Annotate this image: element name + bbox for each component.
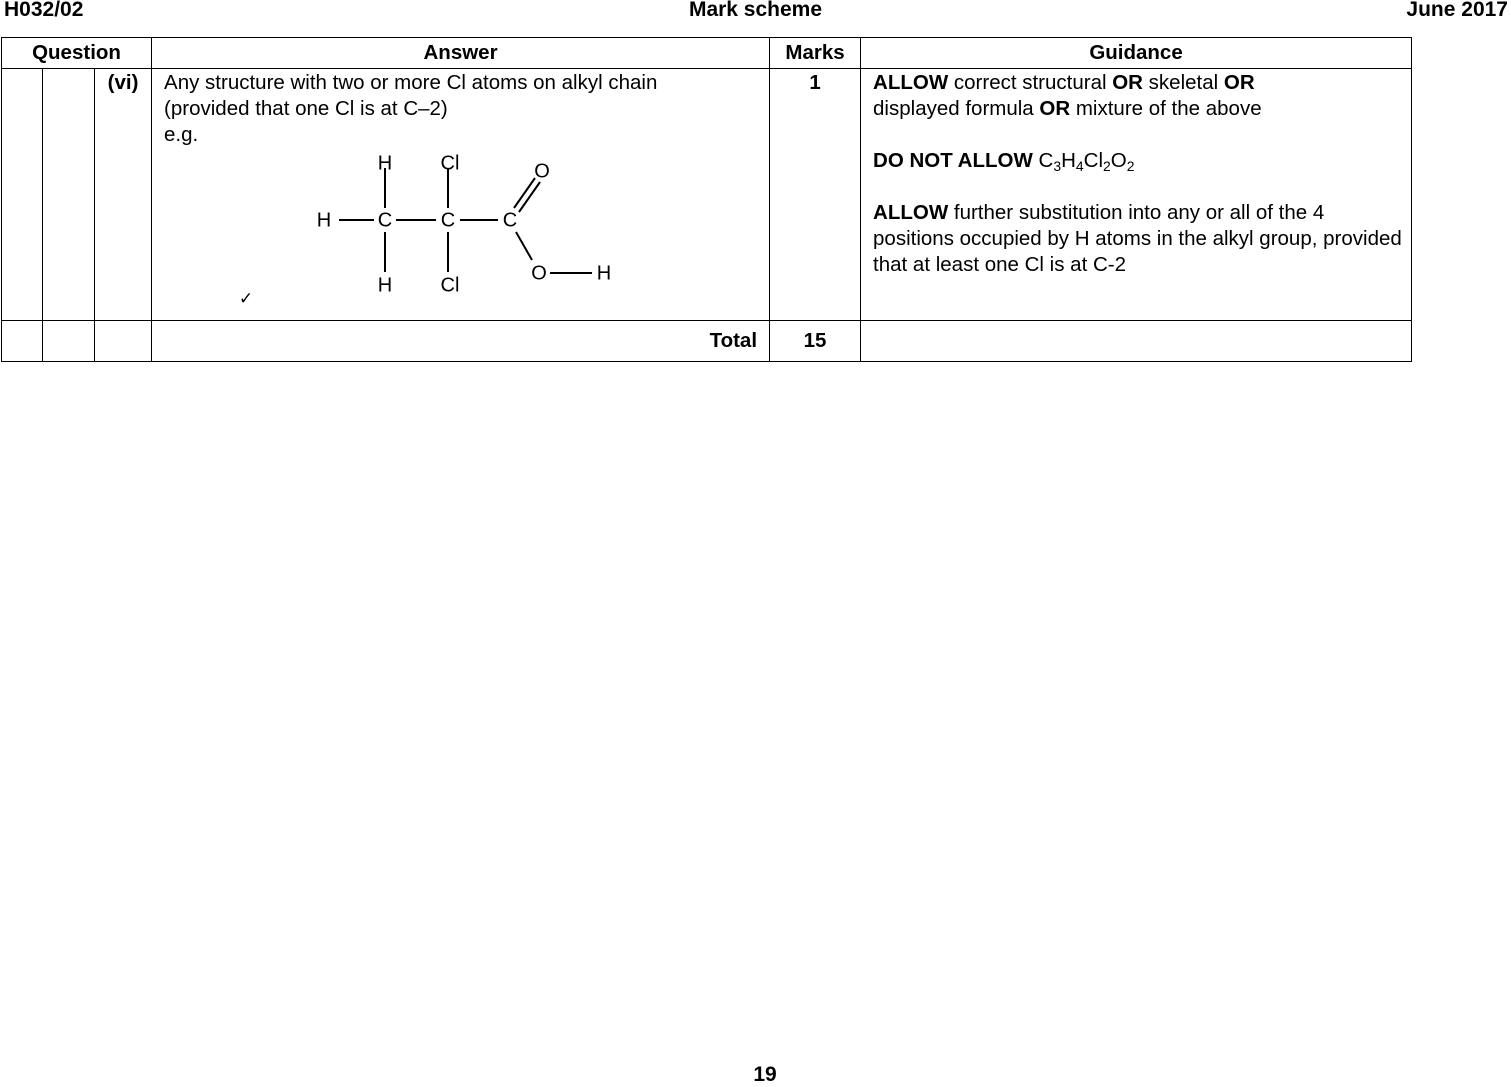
guidance-text: mixture of the above — [1070, 97, 1262, 120]
answer-text-line2: (provided that one Cl is at C–2) — [164, 97, 448, 120]
question-letter-cell — [43, 69, 95, 321]
guidance-keyword-allow: ALLOW — [873, 201, 949, 224]
atom-o-top: O — [534, 160, 550, 183]
guidance-keyword-allow: ALLOW — [873, 71, 949, 94]
question-header: Question — [2, 38, 152, 69]
bond-c3-o-single — [516, 232, 532, 260]
guidance-text: skeletal — [1142, 71, 1224, 94]
header-title: Mark scheme — [688, 0, 823, 21]
answer-cell — [152, 69, 770, 321]
mark-scheme-table — [1, 37, 1412, 362]
marks-header: Marks — [770, 38, 861, 69]
atom-o-bottom: O — [531, 262, 547, 285]
guidance-keyword-or: OR — [1039, 97, 1071, 120]
total-label: Total — [152, 321, 770, 362]
atom-h-top: H — [377, 152, 393, 175]
answer-header: Answer — [152, 38, 770, 69]
atom-c1: C — [377, 209, 393, 232]
question-part-label: (vi) — [95, 69, 152, 321]
table-header-row — [2, 38, 1412, 69]
structural-formula-diagram — [164, 148, 764, 310]
empty-cell — [95, 321, 152, 362]
guidance-header: Guidance — [861, 38, 1412, 69]
atom-cl-bottom: Cl — [440, 274, 460, 297]
question-number-cell — [2, 69, 43, 321]
formula-part: Cl — [1083, 149, 1104, 172]
guidance-keyword-do-not-allow: DO NOT ALLOW — [873, 149, 1033, 172]
guidance-allow-substitution — [873, 200, 1403, 278]
header-code: H032/02 — [4, 0, 84, 21]
tick-mark: ✓ — [238, 289, 254, 309]
atom-c3: C — [502, 209, 518, 232]
empty-cell — [43, 321, 95, 362]
atom-h-bottom: H — [377, 274, 393, 297]
guidance-cell — [861, 69, 1412, 321]
guidance-text: correct structural — [948, 71, 1113, 94]
guidance-do-not-allow — [873, 148, 1403, 174]
formula-subscript: 2 — [1103, 157, 1111, 174]
marks-cell: 1 — [770, 69, 861, 321]
guidance-keyword-or: OR — [1223, 71, 1255, 94]
table-row — [2, 69, 1412, 321]
total-row — [2, 321, 1412, 362]
guidance-allow-formula — [873, 70, 1403, 122]
formula-subscript: 4 — [1075, 157, 1084, 174]
formula-subscript: 2 — [1126, 157, 1135, 174]
page-number: 19 — [753, 1063, 777, 1086]
atom-h-right: H — [596, 262, 612, 285]
structural-formula — [164, 148, 761, 310]
total-marks: 15 — [770, 321, 861, 362]
guidance-keyword-or: OR — [1112, 71, 1143, 94]
formula-part: C — [1032, 149, 1054, 172]
header-date: June 2017 — [1406, 0, 1508, 21]
answer-example-label: e.g. — [164, 123, 199, 146]
answer-text-line1: Any structure with two or more Cl atoms on alkyl chain — [164, 71, 658, 94]
formula-subscript: 3 — [1053, 157, 1062, 174]
empty-cell — [2, 321, 43, 362]
guidance-text: displayed formula — [873, 97, 1040, 120]
formula-part: O — [1110, 149, 1127, 172]
formula-part: H — [1061, 149, 1076, 172]
atom-h-left: H — [316, 209, 332, 232]
atom-c2: C — [440, 209, 456, 232]
empty-cell — [861, 321, 1412, 362]
atom-cl-top: Cl — [440, 152, 460, 175]
guidance-text: further substitution into any or all of the 4 positions occupied by H atoms in the alkyl group, provided that at least one Cl is at C-2 — [873, 201, 1402, 276]
